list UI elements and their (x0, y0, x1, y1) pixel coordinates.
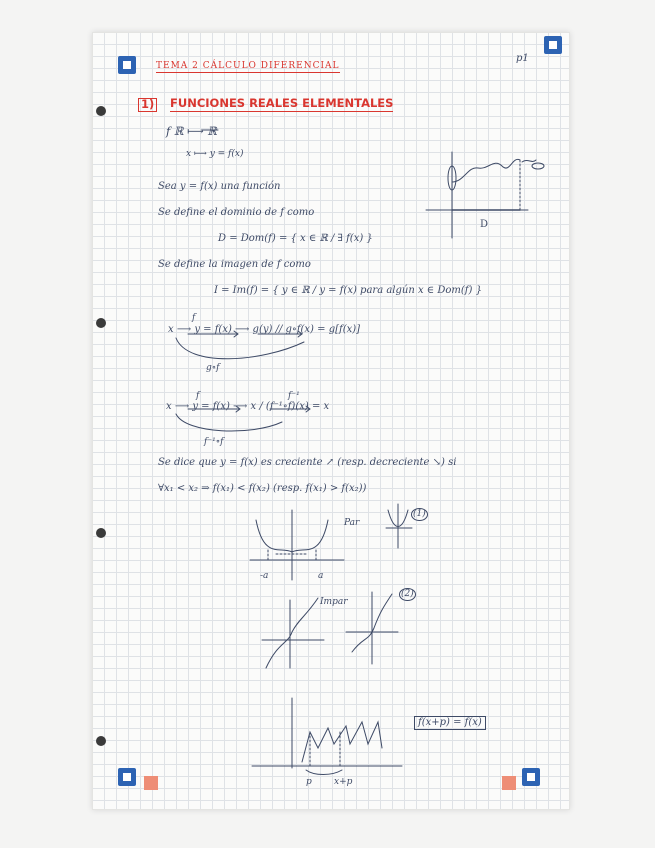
creciente-definition: ∀x₁ < x₂ ⇒ f(x₁) < f(x₂) (resp. f(x₁) > f(x₂)) (158, 483, 367, 494)
par-label: Par (344, 518, 360, 528)
graph-d-label: D (480, 219, 489, 230)
f-map: f ℝ ⟼ ℝ (166, 124, 217, 138)
periodic-p-label: p (306, 777, 312, 787)
inv-fof-label: f⁻¹∘f (204, 437, 224, 447)
inv-finv-label: f⁻¹ (288, 391, 300, 401)
f-element: x ⟼ y = f(x) (186, 149, 244, 159)
section-number: 1) (138, 98, 157, 112)
even-small-sketch (386, 504, 412, 548)
domain-graph (426, 152, 544, 238)
section-title: FUNCIONES REALES ELEMENTALES (170, 96, 394, 110)
periodic-xp-label: x+p (334, 777, 353, 787)
comp-arrow-2 (258, 331, 302, 337)
par-neg-a: -a (260, 571, 269, 581)
impar-label: Impar (320, 597, 348, 607)
odd-function-graph-right (346, 592, 398, 664)
sketches (92, 32, 570, 810)
dom-formula: D = Dom(f) = { x ∈ ℝ / ∃ f(x) } (218, 233, 373, 244)
creciente-line: Se dice que y = f(x) es creciente ↗ (resp. decreciente ↘) si (158, 457, 457, 468)
periodic-formula: f(x+p) = f(x) (414, 716, 486, 730)
inv-arc (176, 414, 282, 431)
inv-arrow-1 (188, 406, 240, 412)
even-function-graph (250, 510, 344, 580)
dom-intro: Se define el dominio de f como (158, 207, 315, 218)
page-number: p1 (516, 53, 529, 64)
odd-function-graph-left (262, 598, 324, 668)
comp-gof-label: g∘f (206, 363, 220, 373)
comp-arrow-1 (188, 331, 238, 337)
notebook-page (92, 32, 570, 810)
comp-f-label: f (192, 313, 196, 323)
header-tema: TEMA 2 CÁLCULO DIFERENCIAL (156, 61, 340, 71)
comp-arc (176, 338, 304, 359)
img-intro: Se define la imagen de f como (158, 259, 311, 270)
circle-one: (1) (413, 509, 426, 519)
inv-arrow-2 (270, 406, 310, 412)
img-formula: I = Im(f) = { y ∈ ℝ / y = f(x) para algún x ∈ Dom(f) } (214, 285, 482, 296)
sea-line: Sea y = f(x) una función (158, 181, 281, 192)
periodic-function-graph (252, 698, 402, 775)
circle-two: (2) (401, 589, 414, 599)
par-a: a (318, 571, 324, 581)
inv-f-label: f (196, 391, 200, 401)
inv-chain: x ⟶ y = f(x) ⟶ x / (f⁻¹∘f)(x) = x (166, 401, 330, 412)
comp-chain: x ⟶ y = f(x) ⟶ g(y) // g∘f(x) = g[f(x)] (168, 324, 361, 335)
